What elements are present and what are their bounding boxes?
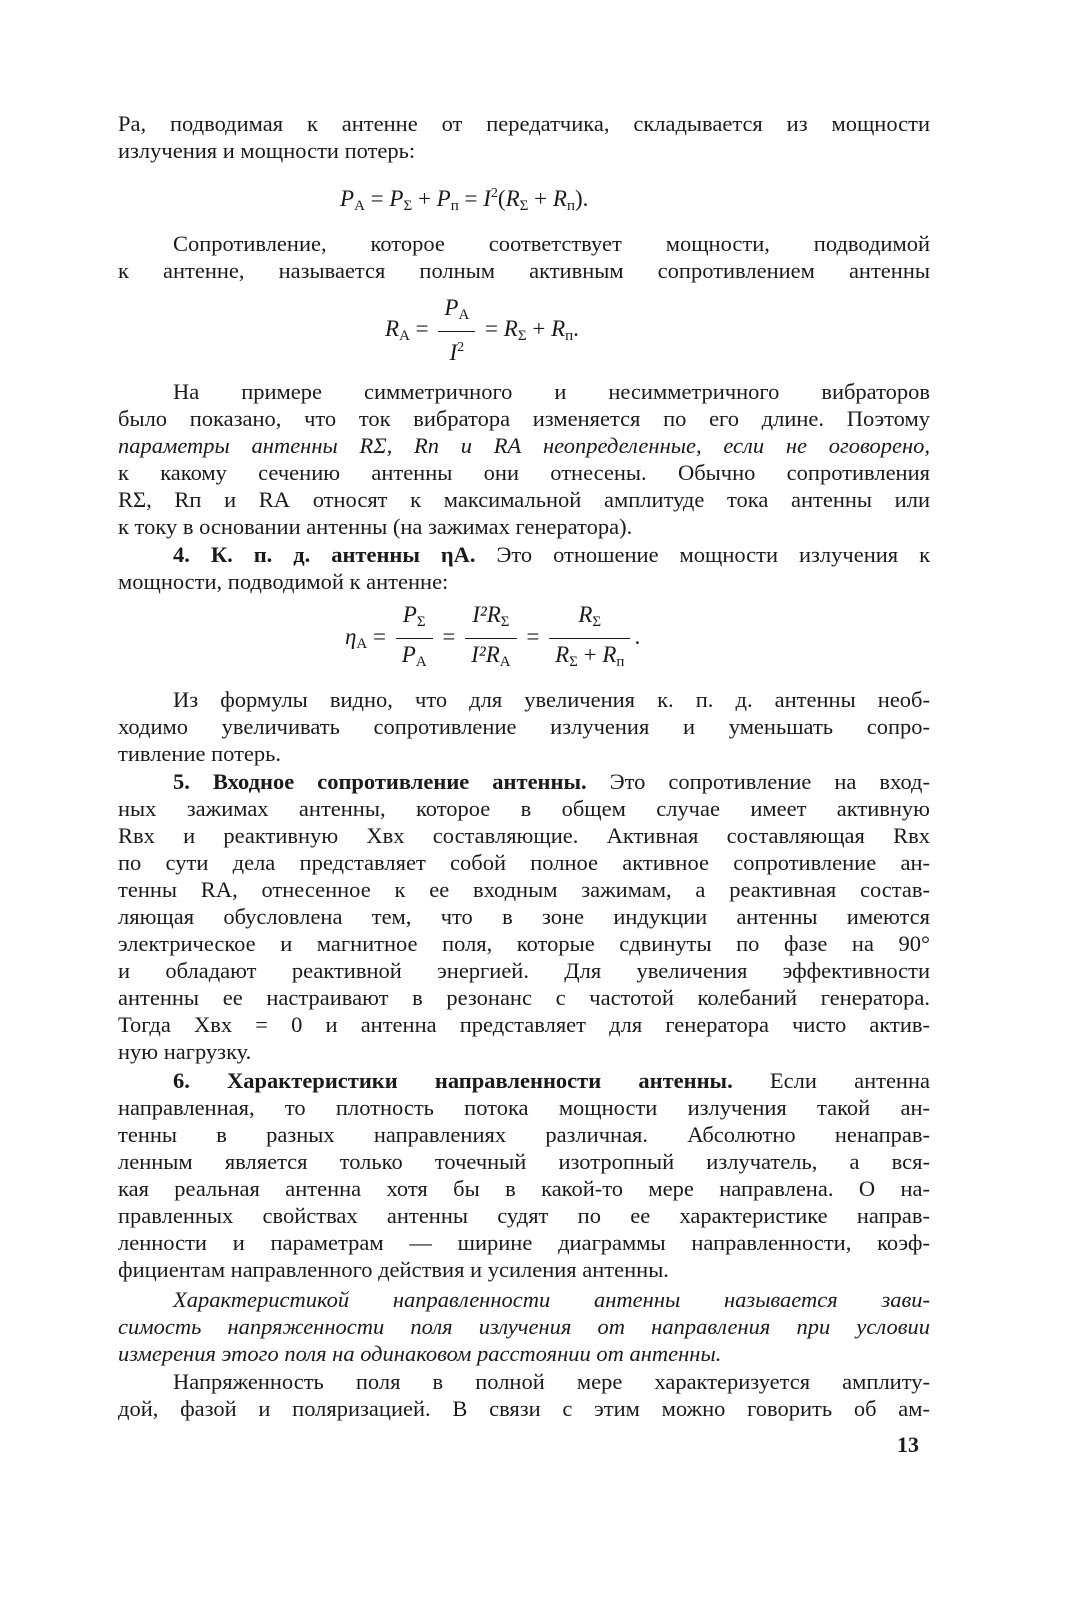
text-line: тивление потерь. <box>118 741 282 766</box>
text-run: Это сопротивление на вход- <box>609 769 930 794</box>
formula-symbol: R <box>552 186 567 211</box>
formula-subscript: Σ <box>592 614 602 630</box>
text-line: правленных свойствах антенны судят по ее характеристике направ- <box>118 1203 930 1228</box>
text-line: излучения и мощности потерь: <box>118 138 416 163</box>
formula-subscript: Σ <box>500 614 510 630</box>
formula-subscript: А <box>354 198 365 214</box>
text-line-italic: симость напряженности поля излучения от направления при условии <box>118 1314 930 1339</box>
formula-subscript: п <box>450 198 459 214</box>
text-line: направленная, то плотность потока мощности излучения такой ан- <box>118 1095 930 1120</box>
formula-subscript: п <box>566 198 575 214</box>
formula-symbol: R <box>505 186 520 211</box>
text-line: Напряженность поля в полной мере характеризуется амплиту- <box>173 1369 930 1394</box>
text-line: кая реальная антенна хотя бы в какой-то мере направлена. О на- <box>118 1176 930 1201</box>
formula-subscript: Σ <box>519 198 529 214</box>
section-heading: 4. К. п. д. антенны ηА. <box>173 542 476 567</box>
text-line: дой, фазой и поляризацией. В связи с этим можно говорить об ам- <box>118 1396 930 1421</box>
text-line: На примере симметричного и несимметричного вибраторов <box>173 379 930 404</box>
fraction <box>438 295 475 366</box>
formula-subscript: А <box>499 654 511 670</box>
text-line: ходимо увеличивать сопротивление излучения и уменьшать сопро- <box>118 714 930 739</box>
formula-subscript: п <box>616 654 625 670</box>
formula-efficiency: $\eta_А$ = $\frac{P_\Sigma}{P_А}$ = $\frac{I^2R_\Sigma}{I^2R_А}$ = $\frac{R_\Sigma}{R_\Sigma + R_п}$ . <box>345 602 640 675</box>
intro-paragraph <box>118 110 930 164</box>
text-line: Тогда Xвх = 0 и антенна представляет для генератора чисто актив- <box>118 1012 930 1037</box>
formula-power-sum: $P_А = P_\Sigma + P_п = I^2(R_\Sigma + R_п)$. <box>340 186 589 214</box>
text-line <box>118 768 930 795</box>
text-run: Это отношение мощности излучения к <box>496 542 931 567</box>
formula-symbol: I <box>449 340 458 365</box>
formula-superscript: 2 <box>457 340 465 355</box>
text-line: ляющая обусловлена тем, что в зоне индукции антенны имеются <box>118 904 930 929</box>
text-line: по сути дела представляет собой полное активное сопротивление ан- <box>118 850 930 875</box>
text-line-italic: измерения этого поля на одинаковом расстоянии от антенны. <box>118 1341 722 1366</box>
formula-subscript: Σ <box>517 327 527 344</box>
formula-symbol: P <box>389 186 404 211</box>
text-run: Если антенна <box>769 1068 930 1093</box>
fraction: $\frac{R_\Sigma}{R_\Sigma + R_п}$ <box>549 602 630 675</box>
formula-subscript: А <box>356 635 368 652</box>
section-4 <box>118 541 930 595</box>
formula-subscript: А <box>399 327 410 344</box>
formula-symbol: I²R <box>472 602 501 627</box>
vibrators-paragraph <box>118 378 930 540</box>
text-line: мощности, подводимой к антенне: <box>118 569 449 594</box>
text-line: ленным является только точечный изотропный излучатель, а вся- <box>118 1149 930 1174</box>
formula-subscript: Σ <box>403 198 413 214</box>
formula-symbol: R <box>602 642 617 667</box>
formula-superscript: 2 <box>490 186 498 201</box>
text-line: Сопротивление, которое соответствует мощности, подводимой <box>173 231 930 256</box>
text-line: электрическое и магнитное поля, которые сдвинуты по фазе на 90° <box>118 931 930 956</box>
formula-symbol: P <box>436 186 451 211</box>
section-5 <box>118 768 930 1065</box>
text-line <box>118 1067 930 1094</box>
section-6 <box>118 1067 930 1283</box>
fraction <box>465 602 516 675</box>
formula-symbol: P <box>444 295 459 320</box>
formula-symbol: P <box>340 186 355 211</box>
text-line: тенны в разных направлениях различная. Абсолютно ненаправ- <box>118 1122 930 1147</box>
definition-paragraph <box>118 1286 930 1367</box>
formula-subscript: Σ <box>569 654 578 670</box>
text-line: ную нагрузку. <box>118 1039 252 1064</box>
formula-symbol: P <box>401 642 416 667</box>
text-line: к антенне, называется полным активным сопротивлением антенны <box>118 258 930 283</box>
formula-symbol: R <box>551 315 566 341</box>
formula-subscript: Σ <box>416 614 426 630</box>
formula-symbol: η <box>345 623 357 649</box>
formula-symbol: P <box>402 602 417 627</box>
formula-symbol: R <box>385 315 400 341</box>
text-line: Rвх и реактивную Xвх составляющие. Активная составляющая Rвх <box>118 823 930 848</box>
text-line: ных зажимах антенны, которое в общем случае имеет активную <box>118 796 930 821</box>
section-heading: 6. Характеристики направленности антенны. <box>173 1068 733 1093</box>
fraction <box>396 602 433 675</box>
text-line: было показано, что ток вибратора изменяется по его длине. Поэтому <box>118 406 930 431</box>
formula-symbol: R <box>503 315 518 341</box>
formula-subscript: п <box>565 327 574 344</box>
formula-subscript: А <box>415 654 427 670</box>
formula-symbol: R <box>578 602 593 627</box>
text-line: к току в основании антенны (на зажимах генератора). <box>118 514 633 539</box>
page-number: 13 <box>897 1432 919 1457</box>
formula-symbol: I <box>483 186 491 211</box>
text-line: тенны RА, отнесенное к ее входным зажимам, а реактивная состав- <box>118 877 930 902</box>
text-line-italic: параметры антенны RΣ, Rп и RА неопределенные, если не оговорено, <box>118 433 930 458</box>
text-line: антенны ее настраивают в резонанс с частотой колебаний генератора. <box>118 985 930 1010</box>
text-line: RΣ, Rп и RА относят к максимальной амплитуде тока антенны или <box>118 487 930 512</box>
formula-total-resistance: $R_А$ = $\frac{P_А}{I^2}$ = $R_\Sigma + R_п$. <box>385 295 579 365</box>
text-line <box>118 541 930 568</box>
text-line: и обладают реактивной энергией. Для увеличения эффективности <box>118 958 930 983</box>
formula-symbol: I²R <box>471 642 500 667</box>
text-line-italic: Характеристикой направленности антенны называется зави- <box>173 1287 930 1312</box>
text-line: Из формулы видно, что для увеличения к. п. д. антенны необ- <box>173 687 930 712</box>
section-heading: 5. Входное сопротивление антенны. <box>173 769 587 794</box>
text-line: фициентам направленного действия и усиления антенны. <box>118 1257 669 1282</box>
formula-subscript: А <box>458 307 470 323</box>
final-paragraph <box>118 1368 930 1422</box>
text-line: к какому сечению антенны они отнесены. Обычно сопротивления <box>118 460 930 485</box>
text-line: Pа, подводимая к антенне от передатчика, складывается из мощности <box>118 111 930 136</box>
efficiency-paragraph <box>118 686 930 767</box>
text-line: ленности и параметрам — ширине диаграммы направленности, коэф- <box>118 1230 930 1255</box>
resistance-paragraph <box>118 230 930 284</box>
formula-symbol: R <box>555 642 570 667</box>
